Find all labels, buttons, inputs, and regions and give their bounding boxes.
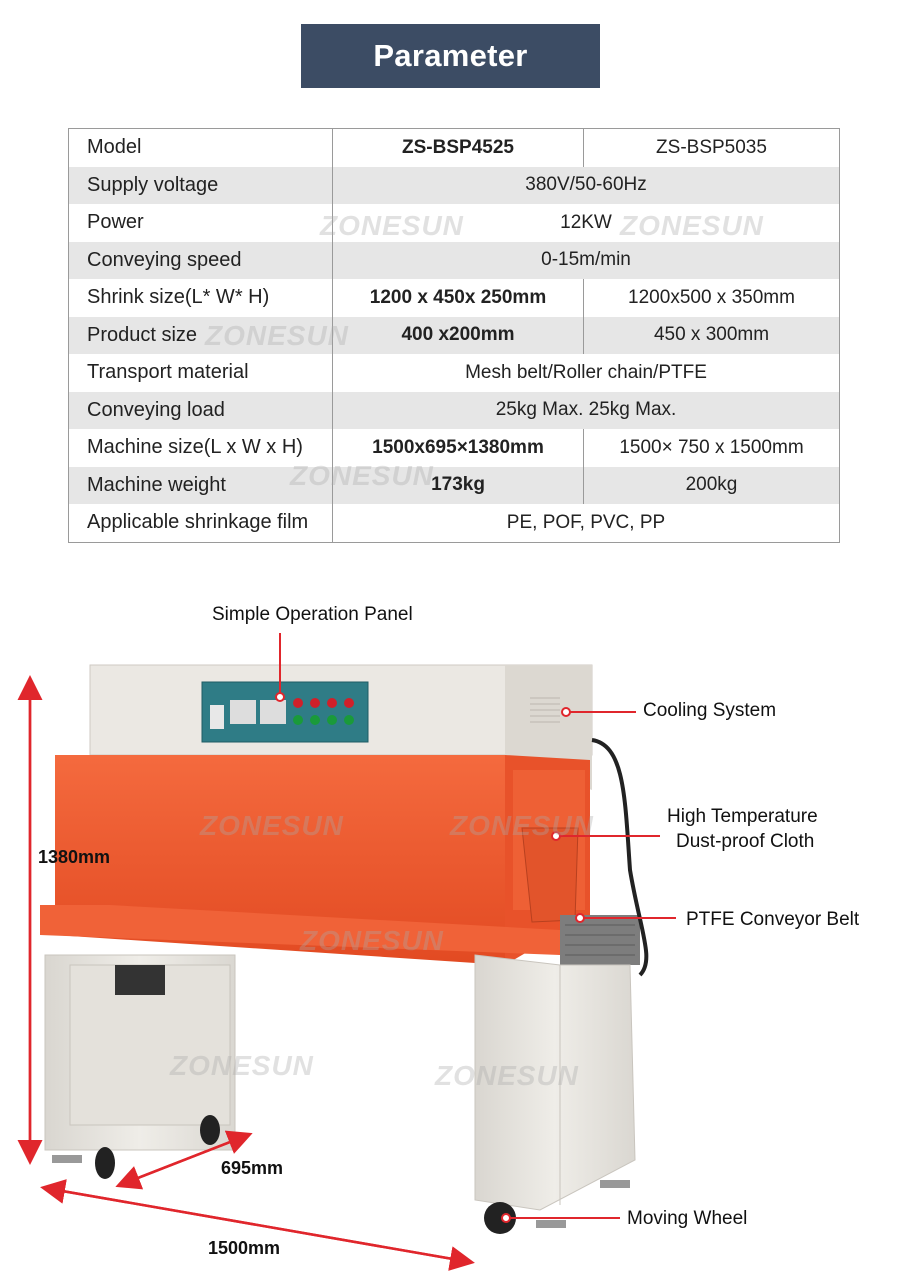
machine-illustration [0, 590, 900, 1283]
table-row [69, 242, 839, 280]
row-label: Machine weight [69, 467, 333, 505]
row-value-model-b: ZS-BSP5035 [656, 136, 767, 158]
row-label: Conveying speed [69, 242, 333, 280]
dust-proof-cloth [522, 828, 578, 922]
row-value: 380V/50-60Hz [525, 174, 647, 196]
row-value-model-a: 400 x200mm [401, 324, 515, 346]
row-value-model-a: ZS-BSP4525 [402, 136, 514, 158]
watermark: ZONESUN [290, 460, 434, 491]
watermark: ZONESUN [205, 320, 349, 351]
watermark: ZONESUN [200, 810, 344, 841]
callout-belt: PTFE Conveyor Belt [686, 909, 860, 930]
row-value: Mesh belt/Roller chain/PTFE [465, 361, 707, 383]
page-title: Parameter [301, 24, 600, 88]
row-label: Machine size(L x W x H) [69, 429, 333, 467]
table-row [69, 392, 839, 430]
row-value-model-b: 200kg [685, 474, 738, 496]
table-row [69, 167, 839, 205]
watermark: ZONESUN [620, 210, 764, 241]
table-row [69, 129, 839, 167]
table-row [69, 279, 839, 317]
callout-panel: Simple Operation Panel [212, 604, 413, 625]
row-label: Supply voltage [69, 167, 333, 205]
callout-wheel: Moving Wheel [627, 1208, 748, 1229]
row-label: Applicable shrinkage film [69, 504, 333, 542]
row-label: Power [69, 204, 333, 242]
row-label: Model [69, 129, 333, 167]
row-value: 25kg Max. 25kg Max. [495, 399, 677, 421]
parameter-table [68, 128, 840, 543]
table-row [69, 504, 839, 542]
row-label: Shrink size(L* W* H) [69, 279, 333, 317]
row-value-model-a: 1200 x 450x 250mm [369, 286, 547, 308]
row-value-model-a: 1500x695×1380mm [372, 436, 544, 458]
watermark: ZONESUN [300, 925, 444, 956]
height-label: 1380mm [38, 847, 111, 867]
watermark: ZONESUN [450, 810, 594, 841]
row-label: Product size [69, 317, 333, 355]
operation-panel [202, 682, 368, 742]
row-label: Conveying load [69, 392, 333, 430]
table-row [69, 317, 839, 355]
callout-cooling: Cooling System [643, 700, 777, 721]
watermark: ZONESUN [170, 1050, 314, 1081]
table-row [69, 354, 839, 392]
watermark: ZONESUN [435, 1060, 579, 1091]
row-label: Transport material [69, 354, 333, 392]
row-value: 12KW [560, 211, 612, 233]
row-value: 0-15m/min [541, 249, 631, 271]
width-label: 695mm [221, 1158, 284, 1178]
length-label: 1500mm [208, 1238, 281, 1258]
callout-cloth-line1: High Temperature [667, 806, 818, 827]
row-value-model-b: 1500× 750 x 1500mm [619, 436, 804, 458]
callout-cloth-line2: Dust-proof Cloth [676, 831, 815, 852]
table-row [69, 429, 839, 467]
row-value-model-b: 1200x500 x 350mm [628, 286, 795, 308]
row-value: PE, POF, PVC, PP [506, 511, 666, 533]
watermark: ZONESUN [320, 210, 464, 241]
row-value-model-a: 173kg [431, 474, 485, 496]
table-row [69, 467, 839, 505]
row-value-model-b: 450 x 300mm [653, 324, 770, 346]
